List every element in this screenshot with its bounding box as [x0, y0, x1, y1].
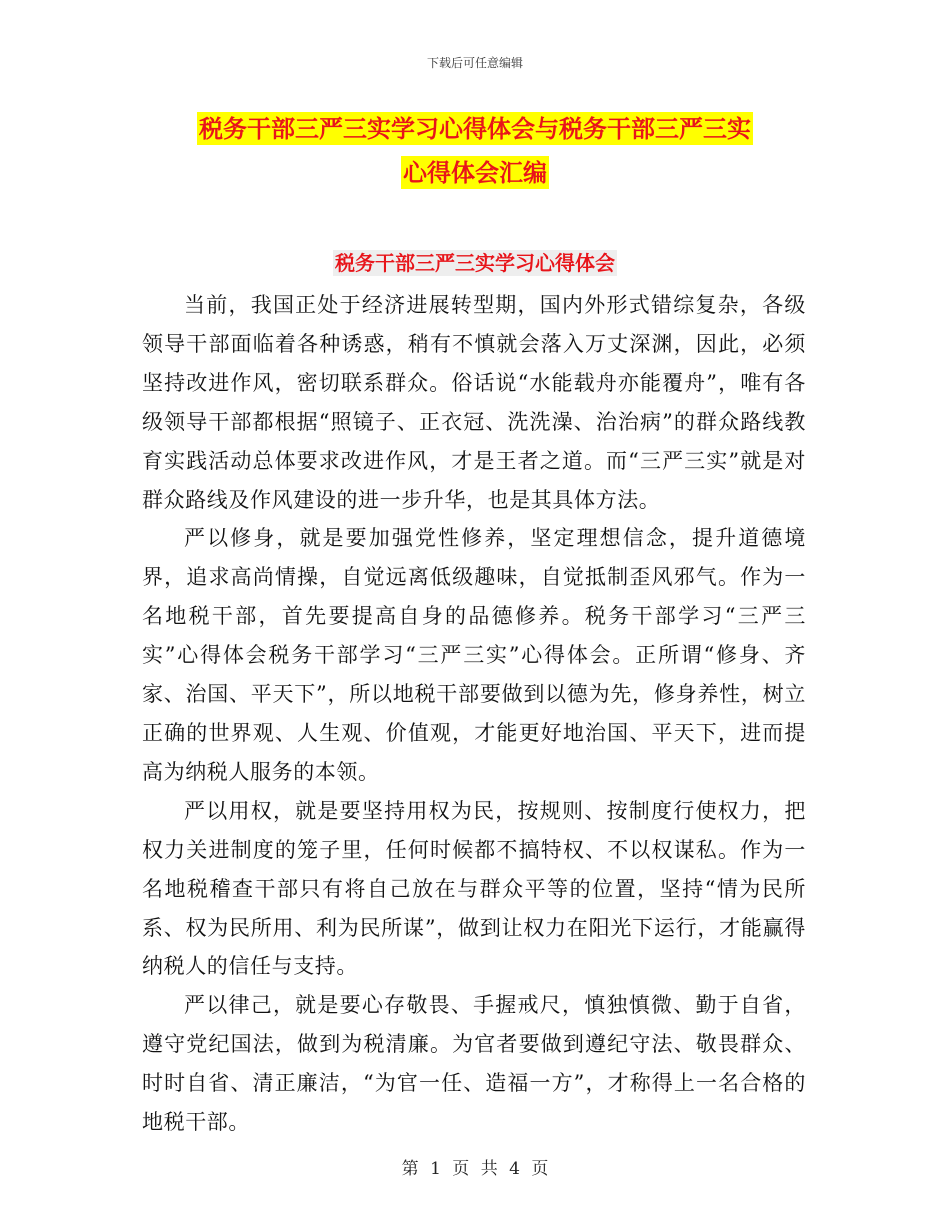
- title-highlight: 心得体会汇编: [403, 158, 547, 187]
- section-title-text: 税务干部三严三实学习心得体会: [335, 251, 615, 275]
- paragraph: 严以用权，就是要坚持用权为民，按规则、按制度行使权力，把权力关进制度的笼子里，任何时候都不搞特权、不以权谋私。作为一名地税稽查干部只有将自己放在与群众平等的位置，坚持“情为民所系、权为民所用、利为民所谋”，做到让权力在阳光下运行，才能赢得纳税人的信任与支持。: [142, 798, 806, 979]
- paragraph: 当前，我国正处于经济进展转型期，国内外形式错综复杂，各级领导干部面临着各种诱惑，稍有不慎就会落入万丈深渊，因此，必须坚持改进作风，密切联系群众。俗话说“水能载舟亦能覆舟”，唯有各级领导干部都根据“照镜子、正衣冠、洗洗澡、治治病”的群众路线教育实践活动总体要求改进作风，才是王者之道。而“三严三实”就是对群众路线及作风建设的进一步升华，也是其具体方法。: [142, 293, 806, 512]
- page-header-note: 下载后可任意编辑: [426, 56, 523, 70]
- document-title-line-2: [0, 157, 950, 189]
- document-title-line-1: [0, 113, 950, 145]
- section-title: [0, 248, 950, 278]
- body-text: [142, 286, 806, 1142]
- paragraph: 严以律己，就是要心存敬畏、手握戒尺，慎独慎微、勤于自省，遵守党纪国法，做到为税清廉。为官者要做到遵纪守法、敬畏群众、时时自省、清正廉洁，“为官一任、造福一方”，才称得上一名合格的地税干部。: [142, 993, 806, 1135]
- page-number-footer: 第 1 页 共 4 页: [401, 1159, 549, 1179]
- title-highlight: 税务干部三严三实学习心得体会与税务干部三严三实: [199, 114, 751, 143]
- paragraph: 严以修身，就是要加强党性修养，坚定理想信念，提升道德境界，追求高尚情操，自觉远离低级趣味，自觉抵制歪风邪气。作为一名地税干部，首先要提高自身的品德修养。税务干部学习“三严三实”心得体会税务干部学习“三严三实”心得体会。正所谓“修身、齐家、治国、平天下”，所以地税干部要做到以德为先，修身养性，树立正确的世界观、人生观、价值观，才能更好地治国、平天下，进而提高为纳税人服务的本领。: [142, 526, 806, 784]
